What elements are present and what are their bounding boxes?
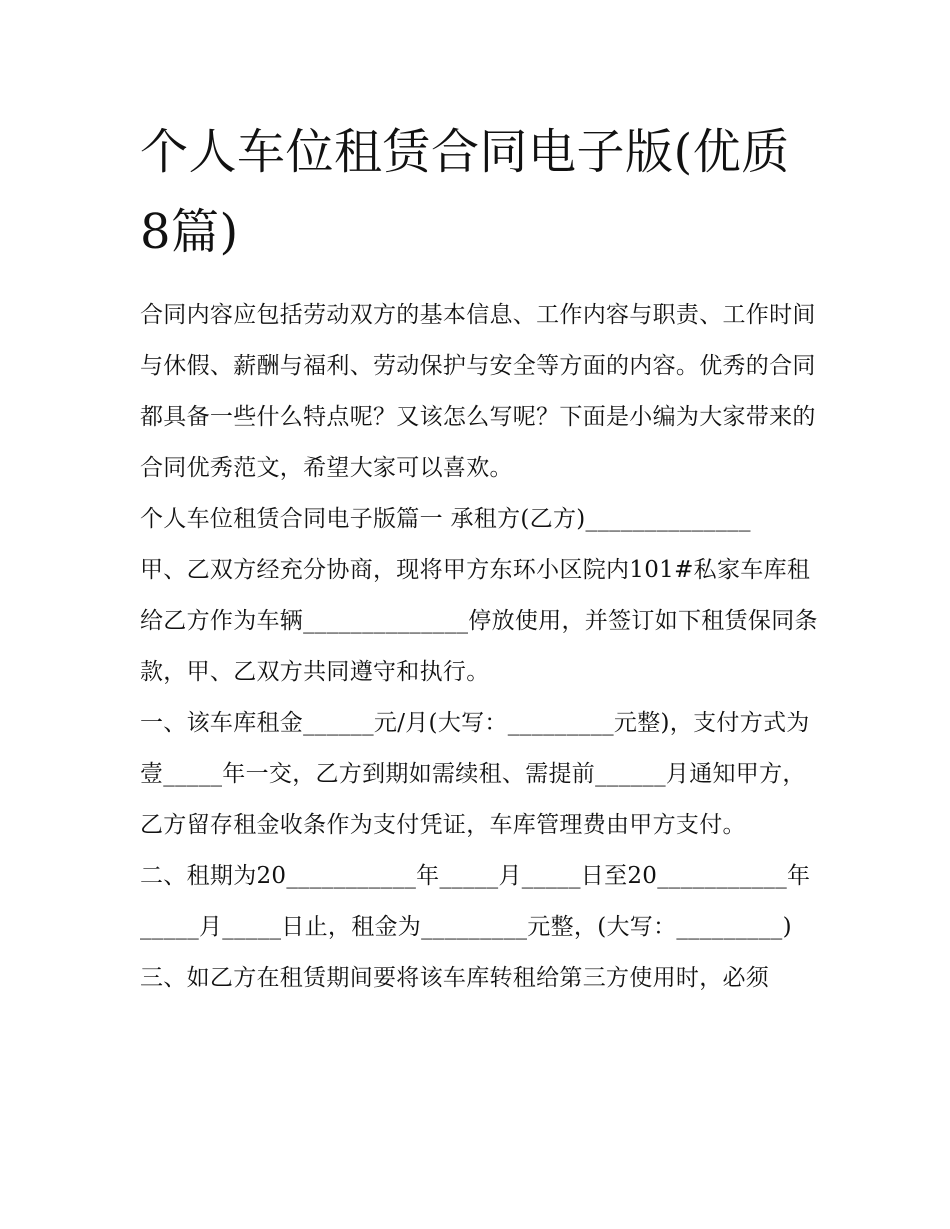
paragraph-lessee: 个人车位租赁合同电子版篇一 承租方(乙方)______________ [140, 506, 751, 532]
paragraph-clause-1: 一、该车库租金______元/月(大写：_________元整)，支付方式为壹_____年一交，乙方到期如需续租、需提前______月通知甲方，乙方留存租金收条作为支付凭证，车库管理费由甲方支付。 [140, 710, 810, 838]
paragraph-clause-3: 三、如乙方在租赁期间要将该车库转租给第三方使用时，必须 [140, 965, 770, 991]
document-title: 个人车位租赁合同电子版(优质8篇) [140, 124, 790, 260]
paragraph-intro: 合同内容应包括劳动双方的基本信息、工作内容与职责、工作时间与休假、薪酬与福利、劳动保护与安全等方面的内容。优秀的合同都具备一些什么特点呢？又该怎么写呢？下面是小编为大家带来的合同优秀范文，希望大家可以喜欢。 [140, 302, 816, 481]
paragraph-agreement: 甲、乙双方经充分协商，现将甲方东环小区院内101#私家车库租给乙方作为车辆______________停放使用，并签订如下租赁保同条款，甲、乙双方共同遵守和执行。 [140, 557, 818, 685]
document-page [140, 112, 820, 1004]
paragraph-clause-2: 二、租期为20___________年_____月_____日至20___________年_____月_____日止，租金为_________元整，(大写：_________) [140, 863, 811, 940]
